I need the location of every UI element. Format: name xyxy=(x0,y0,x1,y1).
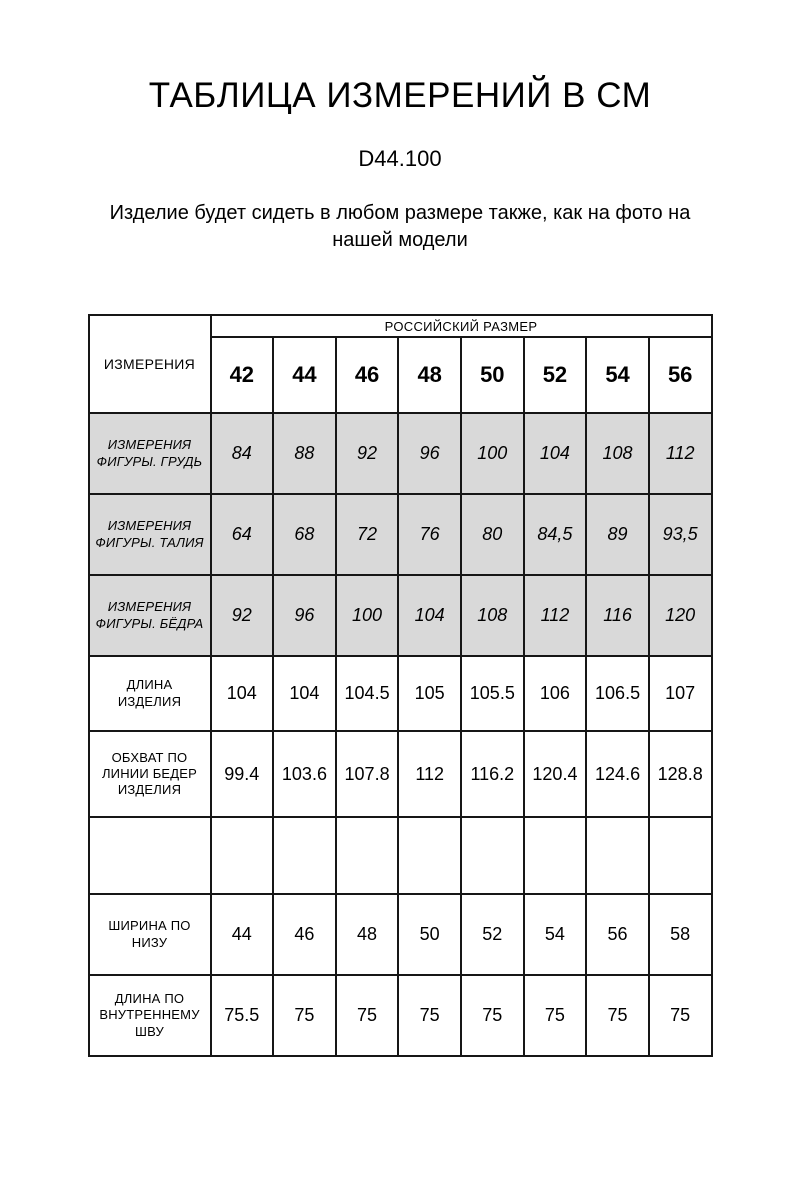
measurement-value-cell: 75.5 xyxy=(211,975,274,1056)
measurement-value-cell xyxy=(586,817,649,894)
measurement-row-label: ОБХВАТ ПО ЛИНИИ БЕДЕР ИЗДЕЛИЯ xyxy=(89,731,211,817)
measurement-value-cell: 105.5 xyxy=(461,656,524,731)
measurement-value-cell: 68 xyxy=(273,494,336,575)
measurement-value-cell xyxy=(524,817,587,894)
measurement-row xyxy=(89,575,712,656)
measurement-value-cell: 120 xyxy=(649,575,712,656)
measurement-value-cell xyxy=(336,817,399,894)
measurement-value-cell: 75 xyxy=(461,975,524,1056)
measurement-value-cell: 76 xyxy=(398,494,461,575)
measurement-value-cell: 75 xyxy=(398,975,461,1056)
size-column-header: 56 xyxy=(649,337,712,413)
measurement-value-cell: 106 xyxy=(524,656,587,731)
measurement-row-label: ИЗМЕРЕНИЯ ФИГУРЫ. ГРУДЬ xyxy=(89,413,211,494)
measurement-value-cell: 116 xyxy=(586,575,649,656)
measurement-value-cell: 124.6 xyxy=(586,731,649,817)
measurement-row xyxy=(89,494,712,575)
measurement-value-cell: 116.2 xyxy=(461,731,524,817)
measurement-value-cell: 112 xyxy=(398,731,461,817)
measurement-value-cell: 92 xyxy=(211,575,274,656)
measurement-value-cell: 96 xyxy=(273,575,336,656)
measurement-value-cell: 104 xyxy=(211,656,274,731)
measurement-value-cell: 100 xyxy=(336,575,399,656)
measurement-value-cell: 107.8 xyxy=(336,731,399,817)
measurement-row-label: ИЗМЕРЕНИЯ ФИГУРЫ. БЁДРА xyxy=(89,575,211,656)
measurement-row-label: ШИРИНА ПО НИЗУ xyxy=(89,894,211,975)
size-column-header: 48 xyxy=(398,337,461,413)
measurement-value-cell: 54 xyxy=(524,894,587,975)
size-column-header: 52 xyxy=(524,337,587,413)
fit-note-text: Изделие будет сидеть в любом размере также, как на фото на нашей модели xyxy=(109,202,691,251)
size-column-header: 46 xyxy=(336,337,399,413)
measurement-row-label: ДЛИНА ИЗДЕЛИЯ xyxy=(89,656,211,731)
measurement-value-cell: 52 xyxy=(461,894,524,975)
measurement-value-cell: 84 xyxy=(211,413,274,494)
measurement-value-cell: 104.5 xyxy=(336,656,399,731)
measurement-value-cell: 89 xyxy=(586,494,649,575)
measurement-value-cell xyxy=(398,817,461,894)
measurement-value-cell: 75 xyxy=(524,975,587,1056)
measurement-value-cell: 88 xyxy=(273,413,336,494)
measurement-value-cell: 75 xyxy=(336,975,399,1056)
measurement-value-cell: 75 xyxy=(273,975,336,1056)
measurement-value-cell: 106.5 xyxy=(586,656,649,731)
page-title: ТАБЛИЦА ИЗМЕРЕНИЙ В СМ xyxy=(148,76,652,115)
measurement-value-cell: 103.6 xyxy=(273,731,336,817)
measurement-value-cell: 56 xyxy=(586,894,649,975)
measurement-value-cell: 108 xyxy=(461,575,524,656)
measurement-value-cell: 108 xyxy=(586,413,649,494)
measurement-value-cell: 104 xyxy=(273,656,336,731)
measurement-value-cell: 120.4 xyxy=(524,731,587,817)
measurement-row xyxy=(89,413,712,494)
measurement-value-cell: 84,5 xyxy=(524,494,587,575)
measurement-value-cell: 93,5 xyxy=(649,494,712,575)
measurement-value-cell: 75 xyxy=(586,975,649,1056)
measurement-row-label xyxy=(89,817,211,894)
measurement-value-cell: 92 xyxy=(336,413,399,494)
empty-spacer-row xyxy=(89,817,712,894)
measurement-value-cell: 80 xyxy=(461,494,524,575)
measurements-corner-header: ИЗМЕРЕНИЯ xyxy=(89,315,211,413)
model-code: D44.100 xyxy=(358,146,442,171)
measurement-value-cell: 46 xyxy=(273,894,336,975)
measurement-value-cell: 64 xyxy=(211,494,274,575)
size-column-header: 44 xyxy=(273,337,336,413)
measurement-row xyxy=(89,975,712,1056)
group-header-row xyxy=(89,315,712,337)
measurement-row-label: ДЛИНА ПО ВНУТРЕННЕМУ ШВУ xyxy=(89,975,211,1056)
size-column-header: 50 xyxy=(461,337,524,413)
measurements-table xyxy=(88,314,713,1057)
measurement-row xyxy=(89,731,712,817)
measurement-value-cell: 112 xyxy=(649,413,712,494)
measurement-value-cell xyxy=(211,817,274,894)
measurement-value-cell: 104 xyxy=(398,575,461,656)
measurement-value-cell xyxy=(273,817,336,894)
measurement-value-cell: 105 xyxy=(398,656,461,731)
russian-size-group-header: РОССИЙСКИЙ РАЗМЕР xyxy=(211,315,712,337)
measurement-value-cell: 44 xyxy=(211,894,274,975)
measurement-value-cell xyxy=(461,817,524,894)
measurement-value-cell: 112 xyxy=(524,575,587,656)
measurement-value-cell: 48 xyxy=(336,894,399,975)
measurement-value-cell: 107 xyxy=(649,656,712,731)
measurement-row xyxy=(89,656,712,731)
size-column-header: 42 xyxy=(211,337,274,413)
measurement-value-cell: 100 xyxy=(461,413,524,494)
measurement-value-cell: 50 xyxy=(398,894,461,975)
measurement-value-cell: 96 xyxy=(398,413,461,494)
measurement-value-cell: 75 xyxy=(649,975,712,1056)
size-column-header: 54 xyxy=(586,337,649,413)
measurement-row xyxy=(89,894,712,975)
measurement-row-label: ИЗМЕРЕНИЯ ФИГУРЫ. ТАЛИЯ xyxy=(89,494,211,575)
measurement-value-cell: 58 xyxy=(649,894,712,975)
measurement-value-cell: 104 xyxy=(524,413,587,494)
measurement-value-cell: 128.8 xyxy=(649,731,712,817)
measurement-value-cell: 72 xyxy=(336,494,399,575)
measurement-value-cell: 99.4 xyxy=(211,731,274,817)
measurement-value-cell xyxy=(649,817,712,894)
